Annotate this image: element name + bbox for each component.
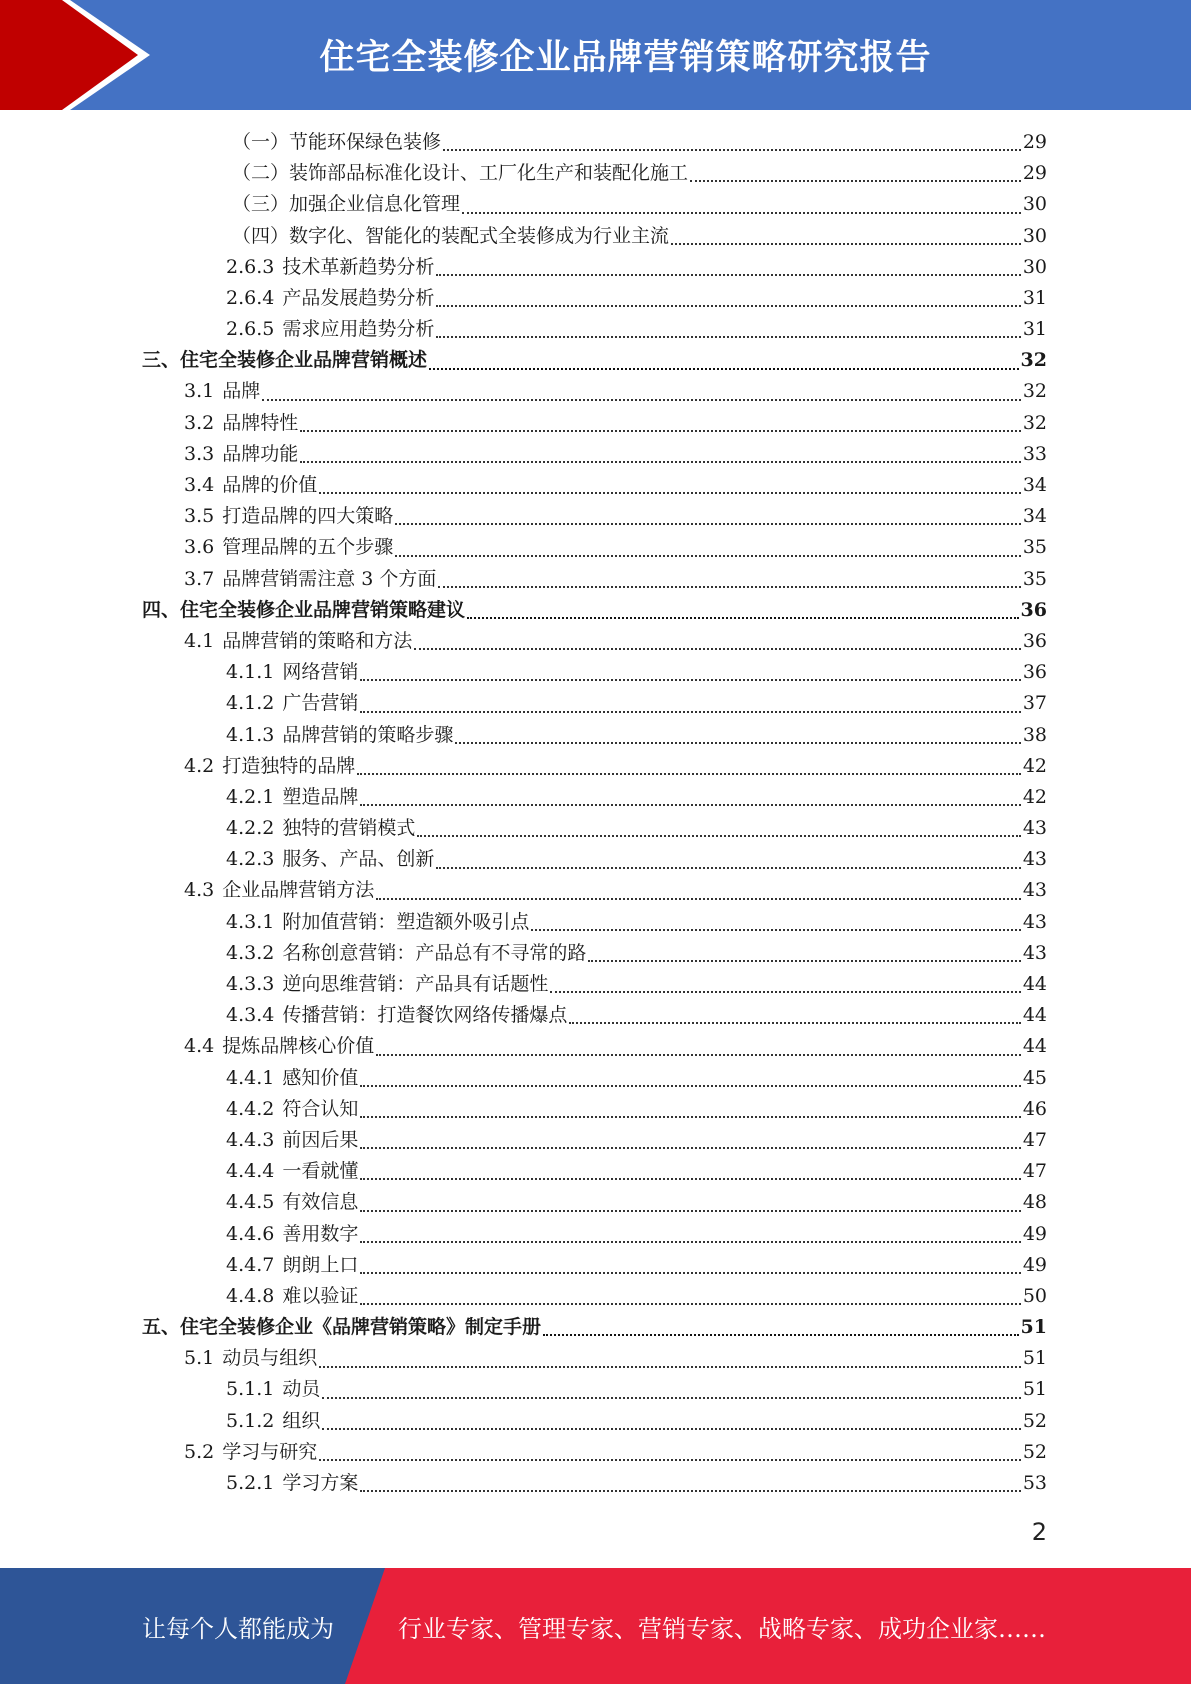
toc-entry-number: 4.3.4 (226, 1004, 275, 1027)
toc-entry-title: 网络营销 (282, 661, 359, 684)
toc-entry-page: 47 (1022, 1160, 1047, 1183)
toc-dot-leader (543, 1334, 1019, 1336)
toc-entry-title: 传播营销：打造餐饮网络传播爆点 (282, 1004, 568, 1027)
toc-entry-title: 学习方案 (282, 1472, 359, 1495)
toc-entry-number: 2.6.4 (226, 286, 275, 309)
toc-dot-leader (360, 1241, 1020, 1243)
toc-entry-page: 32 (1020, 349, 1047, 372)
toc-entry-number: 3.6 (184, 536, 215, 559)
toc-entry-number: 4.4.8 (226, 1284, 275, 1307)
toc-entry-title: 学习与研究 (222, 1440, 318, 1463)
toc-dot-leader (360, 1272, 1020, 1274)
toc-entry-title: （一）节能环保绿色装修 (232, 130, 442, 153)
toc-entry-page: 51 (1020, 1316, 1047, 1339)
page-number: 2 (1031, 1518, 1047, 1546)
toc-entry-page: 31 (1022, 286, 1047, 309)
toc-entry-page: 43 (1022, 879, 1047, 902)
toc-entry-number: 5.2.1 (226, 1472, 275, 1495)
toc-entry-number: 4.3.1 (226, 910, 275, 933)
toc-entry-title: 三、住宅全装修企业品牌营销概述 (142, 349, 428, 372)
toc-entry[interactable] (0, 1031, 1191, 1062)
toc-dot-leader (569, 1022, 1020, 1024)
toc-entry[interactable] (0, 532, 1191, 563)
toc-entry-title: 感知价值 (282, 1066, 359, 1089)
toc-entry-page: 29 (1022, 130, 1047, 153)
toc-dot-leader (436, 867, 1020, 869)
toc-entry-page: 52 (1022, 1409, 1047, 1432)
toc-dot-leader (360, 804, 1020, 806)
toc-entry[interactable] (0, 408, 1191, 439)
toc-dot-leader (417, 835, 1020, 837)
toc-entry-number: 2.6.5 (226, 318, 275, 341)
toc-entry-page: 43 (1022, 817, 1047, 840)
toc-entry-number: 3.7 (184, 567, 215, 590)
toc-entry-page: 44 (1022, 973, 1047, 996)
toc-entry-title: 品牌营销需注意 3 个方面 (222, 567, 437, 590)
toc-entry-title: 品牌特性 (222, 411, 299, 434)
toc-entry-number: 3.1 (184, 380, 215, 403)
toc-entry-title: 独特的营销模式 (282, 817, 416, 840)
toc-entry-page: 30 (1022, 224, 1047, 247)
toc-entry[interactable] (0, 1468, 1191, 1499)
toc-entry-title: 打造品牌的四大策略 (222, 505, 394, 528)
toc-entry[interactable] (0, 377, 1191, 408)
toc-entry[interactable] (0, 1063, 1191, 1094)
toc-entry-number: 4.4.4 (226, 1160, 275, 1183)
toc-dot-leader (300, 461, 1021, 463)
toc-entry[interactable] (0, 1250, 1191, 1281)
toc-dot-leader (262, 399, 1021, 401)
toc-entry-title: （四）数字化、智能化的装配式全装修成为行业主流 (232, 224, 670, 247)
toc-entry[interactable] (0, 470, 1191, 501)
toc-entry-page: 38 (1022, 723, 1047, 746)
toc-entry-title: 四、住宅全装修企业品牌营销策略建议 (142, 598, 466, 621)
page-header (0, 0, 1191, 110)
toc-entry-number: 4.2.2 (226, 817, 275, 840)
toc-entry-page: 48 (1022, 1191, 1047, 1214)
toc-entry-title: 品牌功能 (222, 442, 299, 465)
footer-slogan-left: 让每个人都能成为 (142, 1614, 334, 1643)
toc-entry[interactable] (0, 595, 1191, 626)
toc-dot-leader (414, 648, 1021, 650)
toc-entry-title: 动员 (282, 1378, 321, 1401)
toc-dot-leader (438, 586, 1020, 588)
toc-entry[interactable] (0, 345, 1191, 376)
toc-entry-title: 提炼品牌核心价值 (222, 1035, 375, 1058)
toc-entry-title: 逆向思维营销：产品具有话题性 (282, 973, 549, 996)
toc-dot-leader (376, 1054, 1021, 1056)
toc-entry-page: 31 (1022, 318, 1047, 341)
footer-slogan-right: 行业专家、管理专家、营销专家、战略专家、成功企业家…… (398, 1614, 1046, 1643)
toc-entry-title: 产品发展趋势分析 (282, 286, 435, 309)
toc-entry[interactable] (0, 844, 1191, 875)
toc-entry-title: 需求应用趋势分析 (282, 318, 435, 341)
toc-entry-page: 43 (1022, 848, 1047, 871)
toc-entry-title: （二）装饰部品标准化设计、工厂化生产和装配化施工 (232, 162, 689, 185)
toc-entry[interactable] (0, 1375, 1191, 1406)
toc-entry-page: 49 (1022, 1253, 1047, 1276)
toc-entry-number: 4.1.3 (226, 723, 275, 746)
toc-entry-number: 3.5 (184, 505, 215, 528)
toc-entry-page: 30 (1022, 193, 1047, 216)
toc-entry-page: 32 (1022, 411, 1047, 434)
toc-dot-leader (550, 991, 1020, 993)
toc-entry[interactable] (0, 158, 1191, 189)
toc-entry[interactable] (0, 283, 1191, 314)
toc-entry-number: 4.4.7 (226, 1253, 275, 1276)
toc-entry-number: 4.4.2 (226, 1097, 275, 1120)
toc-entry-title: 动员与组织 (222, 1347, 318, 1370)
toc-entry-page: 34 (1022, 505, 1047, 528)
toc-entry-page: 29 (1022, 162, 1047, 185)
toc-entry[interactable] (0, 564, 1191, 595)
toc-dot-leader (671, 243, 1021, 245)
toc-entry-number: 4.2 (184, 754, 215, 777)
toc-entry[interactable] (0, 1312, 1191, 1343)
toc-entry-page: 36 (1022, 661, 1047, 684)
toc-dot-leader (588, 960, 1020, 962)
toc-entry-title: 符合认知 (282, 1097, 359, 1120)
toc-entry-page: 50 (1022, 1284, 1047, 1307)
toc-entry-page: 42 (1022, 785, 1047, 808)
toc-entry-title: （三）加强企业信息化管理 (232, 193, 461, 216)
toc-dot-leader (322, 1397, 1020, 1399)
toc-entry-page: 37 (1022, 692, 1047, 715)
toc-entry-title: 一看就懂 (282, 1160, 359, 1183)
toc-entry-number: 3.3 (184, 442, 215, 465)
toc-entry-page: 32 (1022, 380, 1047, 403)
toc-entry[interactable] (0, 221, 1191, 252)
toc-entry[interactable] (0, 1000, 1191, 1031)
toc-entry-page: 36 (1020, 598, 1047, 621)
table-of-contents (0, 127, 1191, 1499)
toc-entry-title: 朗朗上口 (282, 1253, 359, 1276)
toc-entry-page: 35 (1022, 567, 1047, 590)
toc-entry-page: 30 (1022, 255, 1047, 278)
toc-entry-page: 45 (1022, 1066, 1047, 1089)
header-chevron-icon (0, 0, 160, 110)
toc-entry-page: 34 (1022, 474, 1047, 497)
toc-dot-leader (360, 1178, 1020, 1180)
toc-dot-leader (443, 149, 1021, 151)
toc-entry[interactable] (0, 720, 1191, 751)
toc-dot-leader (429, 368, 1019, 370)
toc-entry[interactable] (0, 626, 1191, 657)
toc-entry-number: 4.4.1 (226, 1066, 275, 1089)
toc-entry-page: 51 (1022, 1347, 1047, 1370)
toc-entry[interactable] (0, 657, 1191, 688)
toc-entry-title: 技术革新趋势分析 (282, 255, 435, 278)
toc-entry[interactable] (0, 876, 1191, 907)
toc-entry-number: 2.6.3 (226, 255, 275, 278)
toc-entry-number: 5.1 (184, 1347, 215, 1370)
toc-dot-leader (462, 212, 1021, 214)
toc-entry-page: 36 (1022, 629, 1047, 652)
toc-entry-page: 43 (1022, 941, 1047, 964)
toc-entry[interactable] (0, 1281, 1191, 1312)
toc-entry-title: 有效信息 (282, 1191, 359, 1214)
toc-entry-title: 品牌 (222, 380, 261, 403)
toc-dot-leader (357, 773, 1021, 775)
toc-entry[interactable] (0, 314, 1191, 345)
toc-entry[interactable] (0, 1219, 1191, 1250)
toc-entry-title: 前因后果 (282, 1128, 359, 1151)
toc-entry-title: 管理品牌的五个步骤 (222, 536, 394, 559)
page-footer (0, 1568, 1191, 1684)
toc-dot-leader (467, 617, 1019, 619)
toc-dot-leader (360, 1210, 1020, 1212)
toc-entry[interactable] (0, 1187, 1191, 1218)
toc-entry[interactable] (0, 1156, 1191, 1187)
toc-entry[interactable] (0, 501, 1191, 532)
toc-entry[interactable] (0, 751, 1191, 782)
toc-dot-leader (319, 1366, 1021, 1368)
toc-entry-page: 46 (1022, 1097, 1047, 1120)
toc-entry-number: 4.2.3 (226, 848, 275, 871)
toc-entry[interactable] (0, 1343, 1191, 1374)
toc-entry-number: 4.2.1 (226, 785, 275, 808)
toc-entry[interactable] (0, 907, 1191, 938)
toc-dot-leader (319, 1459, 1021, 1461)
toc-dot-leader (360, 679, 1020, 681)
toc-entry[interactable] (0, 127, 1191, 158)
toc-entry-page: 42 (1022, 754, 1047, 777)
toc-dot-leader (322, 1428, 1020, 1430)
toc-entry-number: 4.3.2 (226, 941, 275, 964)
toc-dot-leader (319, 492, 1021, 494)
toc-dot-leader (436, 305, 1020, 307)
toc-entry-page: 33 (1022, 442, 1047, 465)
toc-entry[interactable] (0, 189, 1191, 220)
toc-dot-leader (395, 555, 1021, 557)
toc-entry-title: 善用数字 (282, 1222, 359, 1245)
toc-entry-title: 品牌营销的策略步骤 (282, 723, 454, 746)
toc-dot-leader (395, 523, 1021, 525)
toc-entry-title: 组织 (282, 1409, 321, 1432)
toc-entry-number: 4.4 (184, 1035, 215, 1058)
toc-entry[interactable] (0, 1437, 1191, 1468)
toc-dot-leader (376, 898, 1021, 900)
toc-entry[interactable] (0, 969, 1191, 1000)
toc-entry-title: 打造独特的品牌 (222, 754, 356, 777)
report-title: 住宅全装修企业品牌营销策略研究报告 (319, 38, 932, 78)
toc-dot-leader (360, 1085, 1020, 1087)
toc-entry-title: 难以验证 (282, 1284, 359, 1307)
toc-entry[interactable] (0, 813, 1191, 844)
toc-entry[interactable] (0, 252, 1191, 283)
toc-entry-number: 4.4.3 (226, 1128, 275, 1151)
toc-entry-title: 品牌的价值 (222, 474, 318, 497)
toc-dot-leader (360, 711, 1020, 713)
toc-entry-number: 5.1.1 (226, 1378, 275, 1401)
toc-entry-page: 35 (1022, 536, 1047, 559)
toc-entry-page: 44 (1022, 1035, 1047, 1058)
toc-entry-title: 附加值营销：塑造额外吸引点 (282, 910, 530, 933)
toc-entry-title: 广告营销 (282, 692, 359, 715)
toc-entry-page: 53 (1022, 1472, 1047, 1495)
toc-entry-page: 47 (1022, 1128, 1047, 1151)
toc-entry-title: 五、住宅全装修企业《品牌营销策略》制定手册 (142, 1316, 542, 1339)
toc-entry[interactable] (0, 1094, 1191, 1125)
toc-entry-number: 5.1.2 (226, 1409, 275, 1432)
toc-entry[interactable] (0, 439, 1191, 470)
toc-entry-number: 4.1.2 (226, 692, 275, 715)
toc-entry-page: 43 (1022, 910, 1047, 933)
toc-dot-leader (360, 1116, 1020, 1118)
toc-entry-number: 5.2 (184, 1440, 215, 1463)
toc-entry-title: 企业品牌营销方法 (222, 879, 375, 902)
toc-dot-leader (531, 929, 1020, 931)
toc-dot-leader (300, 430, 1021, 432)
toc-entry-number: 3.4 (184, 474, 215, 497)
toc-entry-page: 49 (1022, 1222, 1047, 1245)
toc-entry[interactable] (0, 1406, 1191, 1437)
toc-entry-number: 4.4.5 (226, 1191, 275, 1214)
toc-entry-title: 品牌营销的策略和方法 (222, 629, 413, 652)
toc-entry-page: 52 (1022, 1440, 1047, 1463)
toc-entry[interactable] (0, 1125, 1191, 1156)
toc-entry-page: 51 (1022, 1378, 1047, 1401)
toc-dot-leader (360, 1147, 1020, 1149)
toc-entry-number: 4.1 (184, 629, 215, 652)
toc-entry-title: 服务、产品、创新 (282, 848, 435, 871)
toc-entry[interactable] (0, 938, 1191, 969)
toc-entry-title: 名称创意营销：产品总有不寻常的路 (282, 941, 587, 964)
toc-entry[interactable] (0, 782, 1191, 813)
toc-entry-title: 塑造品牌 (282, 785, 359, 808)
toc-entry[interactable] (0, 688, 1191, 719)
toc-dot-leader (455, 742, 1020, 744)
toc-entry-page: 44 (1022, 1004, 1047, 1027)
toc-entry-number: 4.3.3 (226, 973, 275, 996)
toc-dot-leader (436, 336, 1020, 338)
toc-dot-leader (360, 1303, 1020, 1305)
toc-dot-leader (360, 1490, 1020, 1492)
toc-entry-number: 4.3 (184, 879, 215, 902)
toc-dot-leader (690, 180, 1021, 182)
toc-entry-number: 4.4.6 (226, 1222, 275, 1245)
toc-entry-number: 4.1.1 (226, 661, 275, 684)
toc-entry-number: 3.2 (184, 411, 215, 434)
toc-dot-leader (436, 274, 1020, 276)
